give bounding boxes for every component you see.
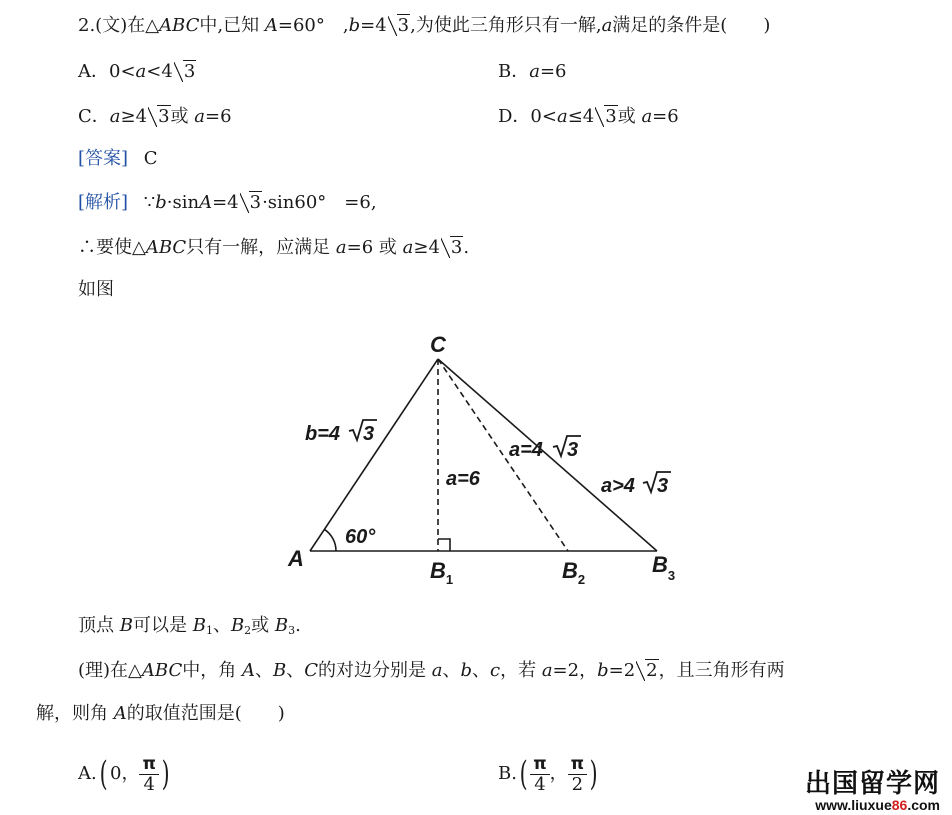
sqrt-symbol: 3 [148, 105, 170, 129]
q2-option-a: A.( 0， $\frac{\pi}{4}$ ) [78, 753, 170, 795]
fraction: $\frac{\pi}{2}$ [568, 754, 587, 795]
option-a: A．0<a<4 3 [78, 61, 196, 82]
answer-value: C [143, 148, 158, 169]
label-b1: $B_1$ [430, 558, 454, 587]
vertex-line: 顶点 B可以是 $B_1$、$B_2$或 $B_3$. [78, 615, 301, 637]
sqrt-symbol: 2 [636, 659, 658, 683]
analysis-tag: [解析] [78, 192, 129, 213]
analysis-line: [解析] ∵b·sinA=4 3·sin60° =6, [78, 192, 377, 213]
angle-arc [325, 529, 337, 551]
label-b3: $B_3$ [652, 552, 676, 583]
option-b: B．a=6 [498, 61, 567, 82]
option-c: C．a≥4 3或 a=6 [78, 106, 232, 127]
watermark-url: www.liuxue86.com [815, 797, 940, 814]
question1-stem: 2.(文)在△ABC中,已知 A=60° ,b=4 3,为使此三角形只有一解,a满足的条件是( ) [78, 15, 771, 36]
watermark-title: 出国留学网 [804, 769, 940, 800]
sqrt-symbol: 3 [174, 60, 196, 84]
label-a-equals-6: a=6 [446, 468, 480, 490]
label-c: C [430, 332, 446, 357]
label-a-greater-4root3: a>4 [601, 475, 635, 497]
conclusion-line: ∴要使△ABC只有一解，应满足 a=6 或 a≥4 3. [78, 237, 470, 258]
sqrt-symbol: 3 [595, 105, 617, 129]
fraction: $\frac{\pi}{4}$ [139, 754, 158, 795]
answer-tag: [答案] [78, 148, 129, 169]
label-60-degree: 60° [345, 526, 376, 548]
label-b-length: b=4 [305, 423, 341, 445]
label-a-equals-4root3: a=4 [509, 439, 543, 461]
sqrt-symbol: 3 [388, 14, 410, 38]
label-agt-radicand: 3 [657, 475, 669, 497]
side-ac [310, 359, 438, 551]
label-aeq-radicand: 3 [567, 439, 579, 461]
right-angle-mark [438, 539, 450, 551]
sqrt-symbol: 3 [441, 236, 463, 260]
option-d: D．0<a≤4 3或 a=6 [498, 106, 679, 127]
side-cb3 [438, 359, 657, 551]
q2-option-b: B.( $\frac{\pi}{4}$ ， $\frac{\pi}{2}$ ) [498, 753, 598, 795]
watermark-logo [805, 771, 940, 813]
sqrt-symbol: 3 [240, 191, 262, 215]
label-b-radicand: 3 [363, 423, 375, 445]
question2-stem-line2: 解，则角 A的取值范围是( ) [36, 703, 285, 724]
as-figure-line: 如图 [78, 279, 114, 300]
question2-stem-line1: (理)在△ABC中，角 A、B、C的对边分别是 a、b、c，若 a=2，b=2 2，且三角形有两 [78, 660, 785, 681]
label-a: A [288, 546, 304, 571]
fraction: $\frac{\pi}{4}$ [530, 754, 549, 795]
label-b2: $B_2$ [562, 558, 586, 587]
